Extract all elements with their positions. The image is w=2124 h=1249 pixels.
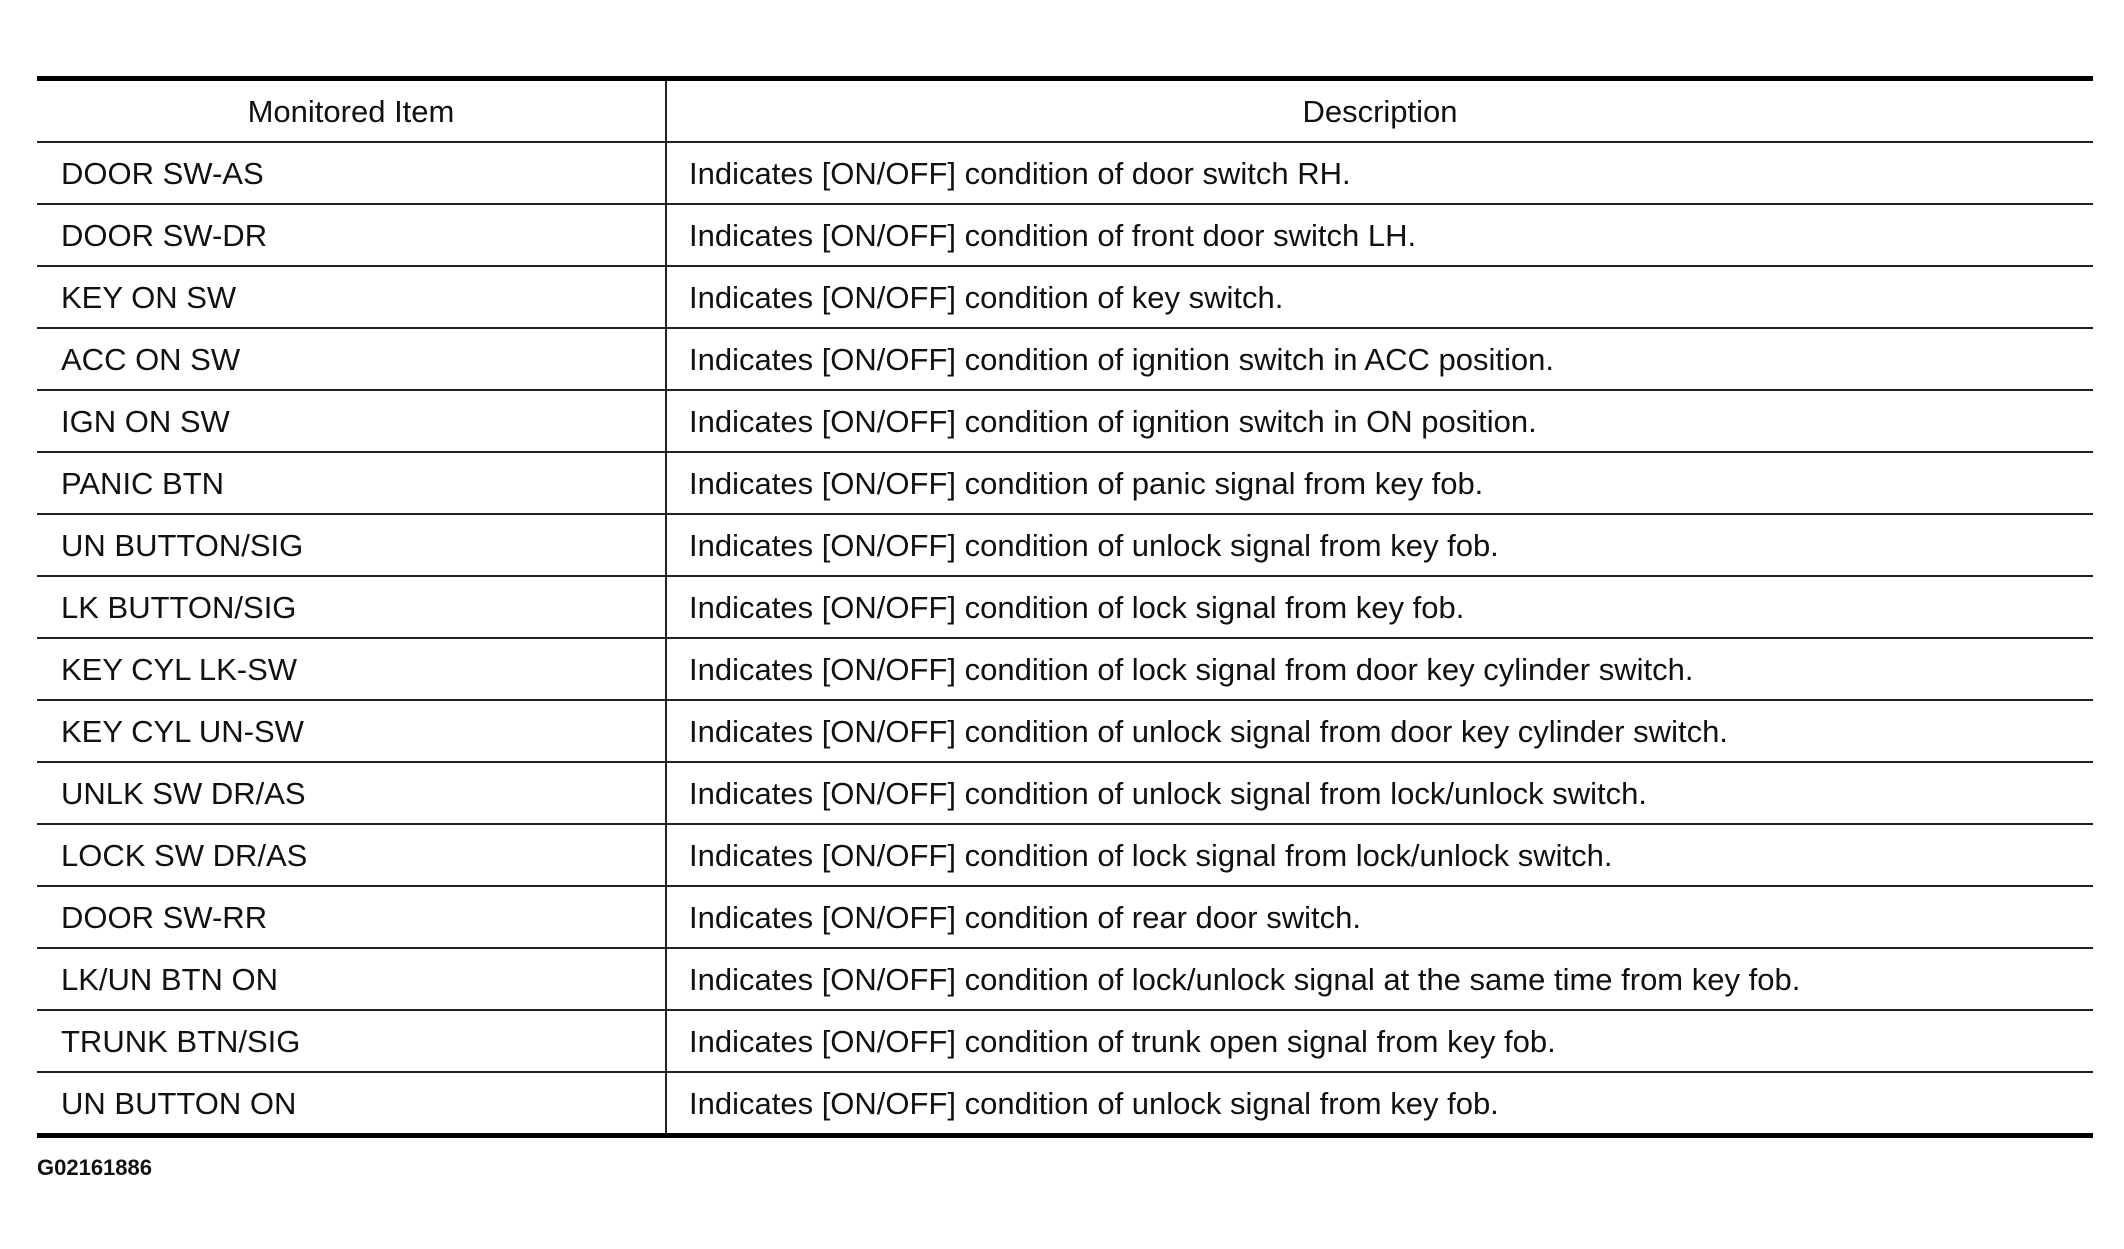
monitored-item-cell: UNLK SW DR/AS — [37, 762, 666, 824]
description-cell: Indicates [ON/OFF] condition of panic signal from key fob. — [666, 452, 2093, 514]
table-row — [37, 700, 2093, 762]
table-row — [37, 142, 2093, 204]
column-header-description: Description — [666, 79, 2093, 143]
monitored-item-cell: DOOR SW-RR — [37, 886, 666, 948]
monitored-item-cell: LK/UN BTN ON — [37, 948, 666, 1010]
table-row — [37, 266, 2093, 328]
description-cell: Indicates [ON/OFF] condition of unlock signal from lock/unlock switch. — [666, 762, 2093, 824]
description-cell: Indicates [ON/OFF] condition of unlock signal from key fob. — [689, 1085, 1499, 1121]
description-cell: Indicates [ON/OFF] condition of lock signal from door key cylinder switch. — [666, 638, 2093, 700]
figure-id-label: G02161886 — [37, 1155, 152, 1180]
monitored-item-cell: UN BUTTON ON — [37, 1072, 666, 1136]
table-row — [37, 514, 2093, 576]
monitored-item-cell: PANIC BTN — [37, 452, 666, 514]
monitored-item-cell: TRUNK BTN/SIG — [37, 1010, 666, 1072]
table-row — [37, 948, 2093, 1010]
monitored-item-cell: KEY CYL UN-SW — [37, 700, 666, 762]
description-cell: Indicates [ON/OFF] condition of rear door switch. — [666, 886, 2093, 948]
description-cell: Indicates [ON/OFF] condition of lock signal from key fob. — [666, 576, 2093, 638]
monitored-item-cell: IGN ON SW — [37, 390, 666, 452]
table-row — [37, 824, 2093, 886]
monitored-item-cell: DOOR SW-DR — [37, 204, 666, 266]
table-row — [37, 390, 2093, 452]
monitored-item-cell: UN BUTTON/SIG — [37, 514, 666, 576]
table-row — [37, 1010, 2093, 1072]
description-cell: Indicates [ON/OFF] condition of unlock signal from door key cylinder switch. — [666, 700, 2093, 762]
monitored-items-table — [37, 76, 2093, 1138]
monitored-item-cell: KEY ON SW — [37, 266, 666, 328]
description-cell: Indicates [ON/OFF] condition of key switch. — [666, 266, 2093, 328]
description-cell: Indicates [ON/OFF] condition of lock signal from lock/unlock switch. — [666, 824, 2093, 886]
description-cell: Indicates [ON/OFF] condition of door switch RH. — [666, 142, 2093, 204]
description-cell: Indicates [ON/OFF] condition of unlock signal from key fob. — [666, 514, 2093, 576]
table-row — [37, 886, 2093, 948]
table-header-row — [37, 79, 2093, 143]
description-cell: Indicates [ON/OFF] condition of lock/unlock signal at the same time from key fob. — [666, 948, 2093, 1010]
column-header-monitored-item: Monitored Item — [37, 79, 666, 143]
monitored-item-cell: ACC ON SW — [37, 328, 666, 390]
table-row — [37, 328, 2093, 390]
description-cell: Indicates [ON/OFF] condition of trunk open signal from key fob. — [666, 1010, 2093, 1072]
table-row — [37, 576, 2093, 638]
description-cell: Indicates [ON/OFF] condition of ignition switch in ON position. — [666, 390, 2093, 452]
monitored-item-cell: LOCK SW DR/AS — [37, 824, 666, 886]
monitored-item-cell: KEY CYL LK-SW — [37, 638, 666, 700]
description-cell: Indicates [ON/OFF] condition of ignition switch in ACC position. — [666, 328, 2093, 390]
table-row — [37, 204, 2093, 266]
table-row — [37, 452, 2093, 514]
table-row — [37, 762, 2093, 824]
table-row — [37, 1072, 2093, 1136]
table-row — [37, 638, 2093, 700]
monitored-item-cell: LK BUTTON/SIG — [37, 576, 666, 638]
description-cell: Indicates [ON/OFF] condition of front door switch LH. — [666, 204, 2093, 266]
monitored-item-cell: DOOR SW-AS — [37, 142, 666, 204]
